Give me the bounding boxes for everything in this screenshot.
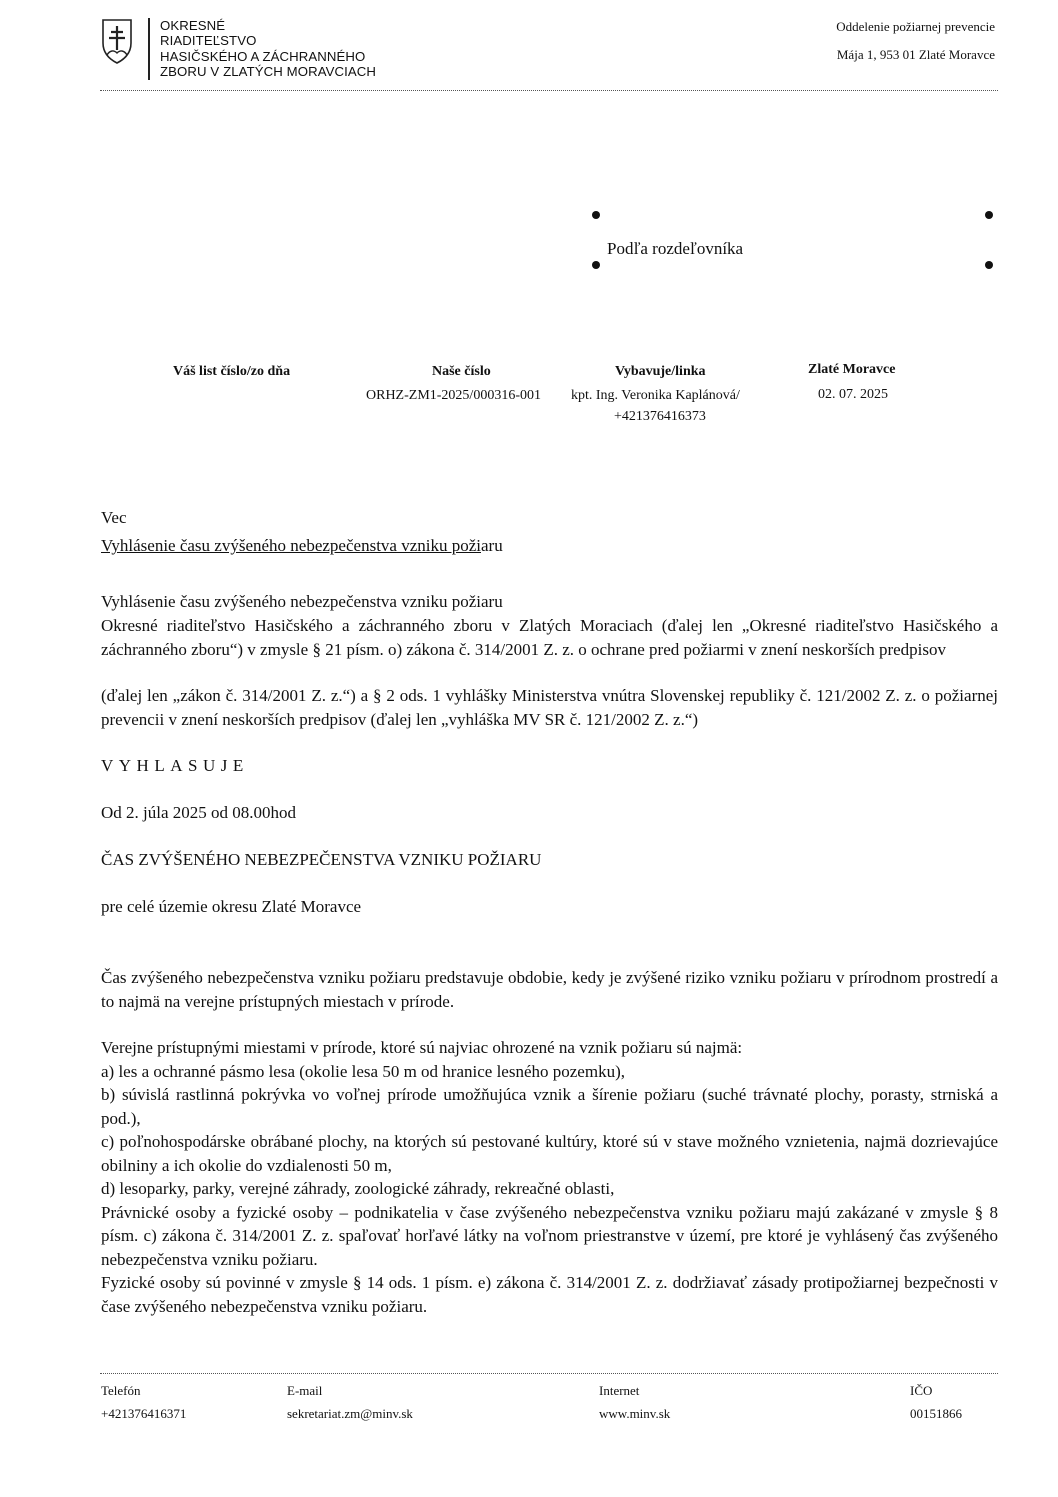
intro-paragraph-2: (ďalej len „zákon č. 314/2001 Z. z.“) a § 2 ods. 1 vyhlášky Ministerstva vnútra Slovenskej republiky č. 121/2002 Z. z. o požiarnej prevencii v znení neskorších predpisov (ďalej len „vyhláška MV SR č. 121/2002 Z. z.“)	[101, 686, 998, 729]
legal-persons-paragraph: Právnické osoby a fyzické osoby – podnikatelia v čase zvýšeného nebezpečenstva vzniku požiaru majú zakázané v zmysle § 8 písm. c) zákona č. 314/2001 Z. z. spaľovať horľavé látky na voľnom priestranstve v území, pre ktoré je vyhlásený čas zvýšeného nebezpečenstva vzniku požiaru.	[101, 1202, 998, 1269]
org-line: RIADITEĽSTVO	[160, 33, 257, 49]
org-line: ZBORU V ZLATÝCH MORAVCIACH	[160, 64, 377, 80]
corner-mark	[985, 261, 993, 269]
footer-rule	[100, 1373, 998, 1374]
list-item: a) les a ochranné pásmo lesa (okolie lesa 50 m od hranice lesného pozemku),	[101, 1061, 625, 1081]
ico-label: IČO	[910, 1383, 933, 1398]
list-item: b) súvislá rastlinná pokrývka vo voľnej prírode umožňujúca vznik a šírenie požiaru (suché trávnaté plochy, porasty, strniská a pod.),	[101, 1085, 998, 1128]
handler-phone: +421376416373	[614, 409, 706, 424]
internet-label: Internet	[599, 1383, 640, 1398]
places-intro: Verejne prístupnými miestami v prírode, ktoré sú najviac ohrozené na vznik požiaru sú najmä:	[101, 1038, 743, 1057]
phone-value: +421376416371	[101, 1406, 187, 1421]
email-label: E-mail	[287, 1383, 323, 1398]
internet-value[interactable]: www.minv.sk	[599, 1406, 671, 1421]
subject-title	[101, 534, 503, 558]
territory: pre celé územie okresu Zlaté Moravce	[101, 897, 362, 916]
subject-title-tail: aru	[481, 536, 503, 555]
coat-of-arms-icon	[100, 17, 134, 65]
phone-label: Telefón	[101, 1383, 141, 1398]
date-value: 02. 07. 2025	[818, 387, 888, 402]
organization-name	[160, 18, 376, 80]
list-item: c) poľnohospodárske obrábané plochy, na ktorých sú pestované kultúry, ktoré sú v stave možného vznietenia, najmä dozrievajúce obilniny a ich okolie do vzdialenosti 50 m,	[101, 1132, 998, 1175]
org-line: HASIČSKÉHO A ZÁCHRANNÉHO	[160, 48, 366, 64]
natural-persons-paragraph: Fyzické osoby sú povinné v zmysle § 14 ods. 1 písm. e) zákona č. 314/2001 Z. z. dodržiavať zásady protipožiarnej bezpečnosti v čase zvýšeného nebezpečenstva vzniku požiaru.	[101, 1273, 998, 1316]
corner-mark	[592, 261, 600, 269]
subject-label: Vec	[101, 508, 127, 527]
header-rule	[100, 90, 998, 91]
subject-title-underlined: Vyhlásenie času zvýšeného nebezpečenstva vzniku poži	[101, 536, 481, 555]
header-divider	[148, 18, 150, 80]
recipient: Podľa rozdeľovníka	[607, 239, 744, 258]
definition: Čas zvýšeného nebezpečenstva vzniku požiaru predstavuje obdobie, kedy je zvýšené riziko vzniku požiaru v prírodnom prostredí a to najmä na verejne prístupných miestach v prírode.	[101, 968, 998, 1011]
org-line: OKRESNÉ	[160, 18, 226, 33]
your-letter-label: Váš list číslo/zo dňa	[173, 364, 291, 379]
our-number-value: ORHZ-ZM1-2025/000316-001	[366, 388, 541, 403]
handler-label: Vybavuje/linka	[615, 364, 706, 379]
effective-from: Od 2. júla 2025 od 08.00hod	[101, 803, 297, 822]
places-section	[101, 1036, 998, 1318]
our-number-label: Naše číslo	[432, 364, 491, 379]
ico-value: 00151866	[910, 1406, 962, 1421]
email-value[interactable]: sekretariat.zm@minv.sk	[287, 1406, 413, 1421]
intro-title: Vyhlásenie času zvýšeného nebezpečenstva vzniku požiaru	[101, 592, 503, 611]
handler-name: kpt. Ing. Veronika Kaplánová/	[571, 388, 740, 403]
corner-mark	[985, 211, 993, 219]
headline: ČAS ZVÝŠENÉHO NEBEZPEČENSTVA VZNIKU POŽIARU	[101, 850, 542, 869]
department: Oddelenie požiarnej prevencie	[836, 19, 995, 34]
address: Mája 1, 953 01 Zlaté Moravce	[836, 47, 995, 62]
list-item: d) lesoparky, parky, verejné záhrady, zoologické záhrady, rekreačné oblasti,	[101, 1179, 615, 1198]
intro-paragraph: Okresné riaditeľstvo Hasičského a záchranného zboru v Zlatých Moraciach (ďalej len „Okresné riaditeľstvo Hasičského a záchranného zboru“) v zmysle § 21 písm. o) zákona č. 314/2001 Z. z. o ochrane pred požiarmi v znení neskorších predpisov	[101, 616, 998, 659]
place-label: Zlaté Moravce	[808, 362, 896, 377]
corner-mark	[592, 211, 600, 219]
declaration: VYHLASUJE	[101, 756, 249, 775]
